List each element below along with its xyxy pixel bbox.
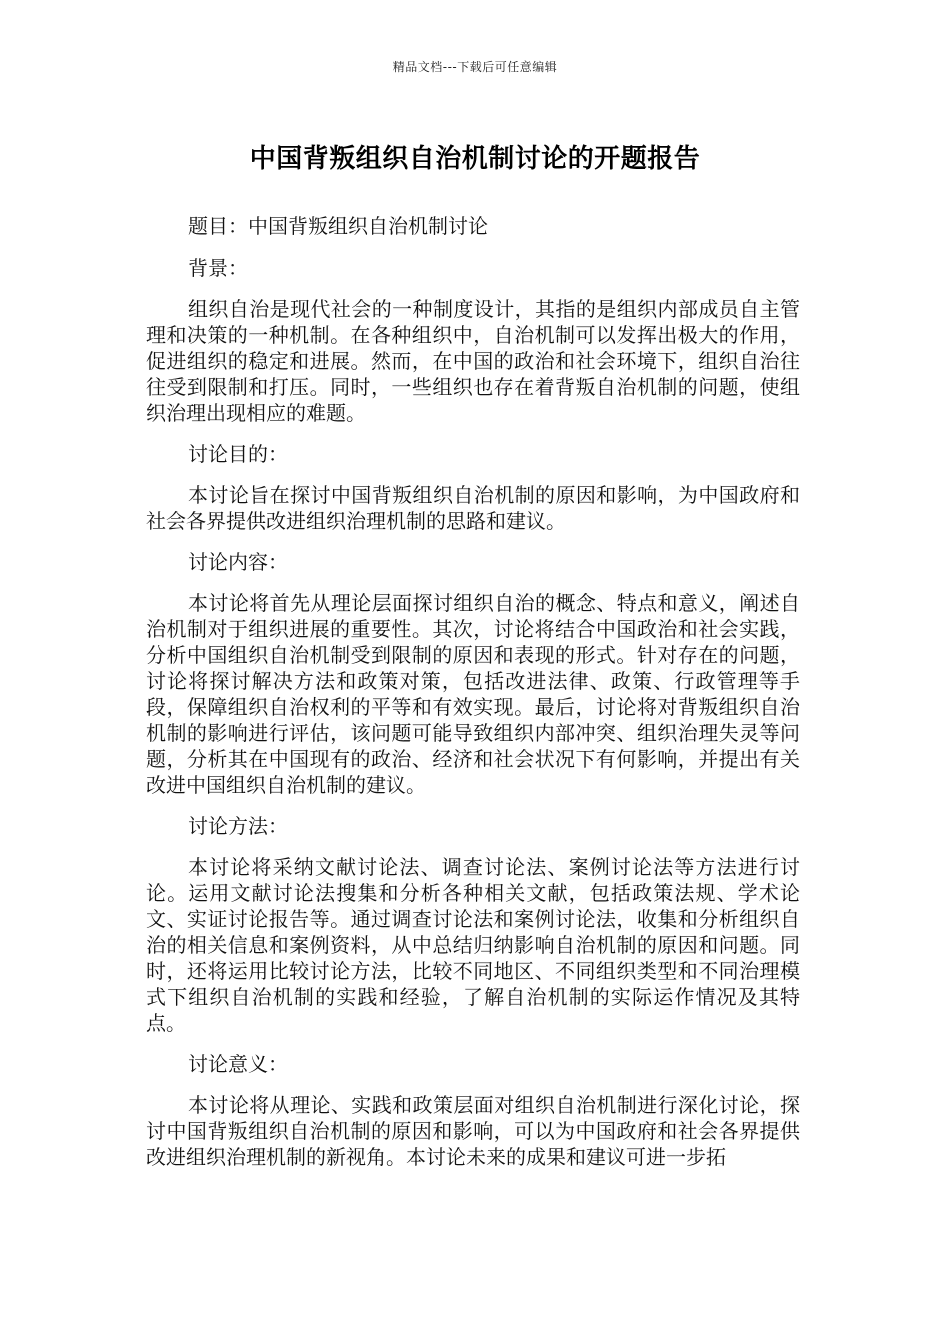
purpose-label: 讨论目的： xyxy=(188,442,288,466)
document-title: 中国背叛组织自治机制讨论的开题报告 xyxy=(249,144,701,174)
method-label: 讨论方法： xyxy=(188,814,288,838)
method-paragraph: 本讨论将采纳文献讨论法、调查讨论法、案例讨论法等方法进行讨论。运用文献讨论法搜集和分析各种相关文献，包括政策法规、学术论文、实证讨论报告等。通过调查讨论法和案例讨论法，收集和分析组织自治的相关信息和案例资料，从中总结归纳影响自治机制的原因和问题。同时，还将运用比较讨论方法，比较不同地区、不同组织类型和不同治理模式下组织自治机制的实践和经验，了解自治机制的实际运作情况及其特点。 xyxy=(146,855,800,1035)
topic-line: 题目：中国背叛组织自治机制讨论 xyxy=(188,214,488,238)
document-body xyxy=(146,212,800,1184)
significance-label: 讨论意义： xyxy=(188,1052,288,1076)
significance-paragraph: 本讨论将从理论、实践和政策层面对组织自治机制进行深化讨论，探讨中国背叛组织自治机制的原因和影响，可以为中国政府和社会各界提供改进组织治理机制的新视角。本讨论未来的成果和建议可进一步拓 xyxy=(146,1093,800,1169)
content-paragraph: 本讨论将首先从理论层面探讨组织自治的概念、特点和意义，阐述自治机制对于组织进展的重要性。其次，讨论将结合中国政治和社会实践，分析中国组织自治机制受到限制的原因和表现的形式。针对存在的问题，讨论将探讨解决方法和政策对策，包括改进法律、政策、行政管理等手段，保障组织自治权利的平等和有效实现。最后，讨论将对背叛组织自治机制的影响进行评估，该问题可能导致组织内部冲突、组织治理失灵等问题，分析其在中国现有的政治、经济和社会状况下有何影响，并提出有关改进中国组织自治机制的建议。 xyxy=(146,591,800,797)
background-paragraph: 组织自治是现代社会的一种制度设计，其指的是组织内部成员自主管理和决策的一种机制。在各种组织中，自治机制可以发挥出极大的作用，促进组织的稳定和进展。然而，在中国的政治和社会环境下，组织自治往往受到限制和打压。同时，一些组织也存在着背叛自治机制的问题，使组织治理出现相应的难题。 xyxy=(146,297,800,425)
header-note: 精品文档---下载后可任意编辑 xyxy=(392,60,558,74)
background-label: 背景： xyxy=(188,256,248,280)
purpose-paragraph: 本讨论旨在探讨中国背叛组织自治机制的原因和影响，为中国政府和社会各界提供改进组织治理机制的思路和建议。 xyxy=(146,483,800,533)
content-label: 讨论内容： xyxy=(188,550,288,574)
